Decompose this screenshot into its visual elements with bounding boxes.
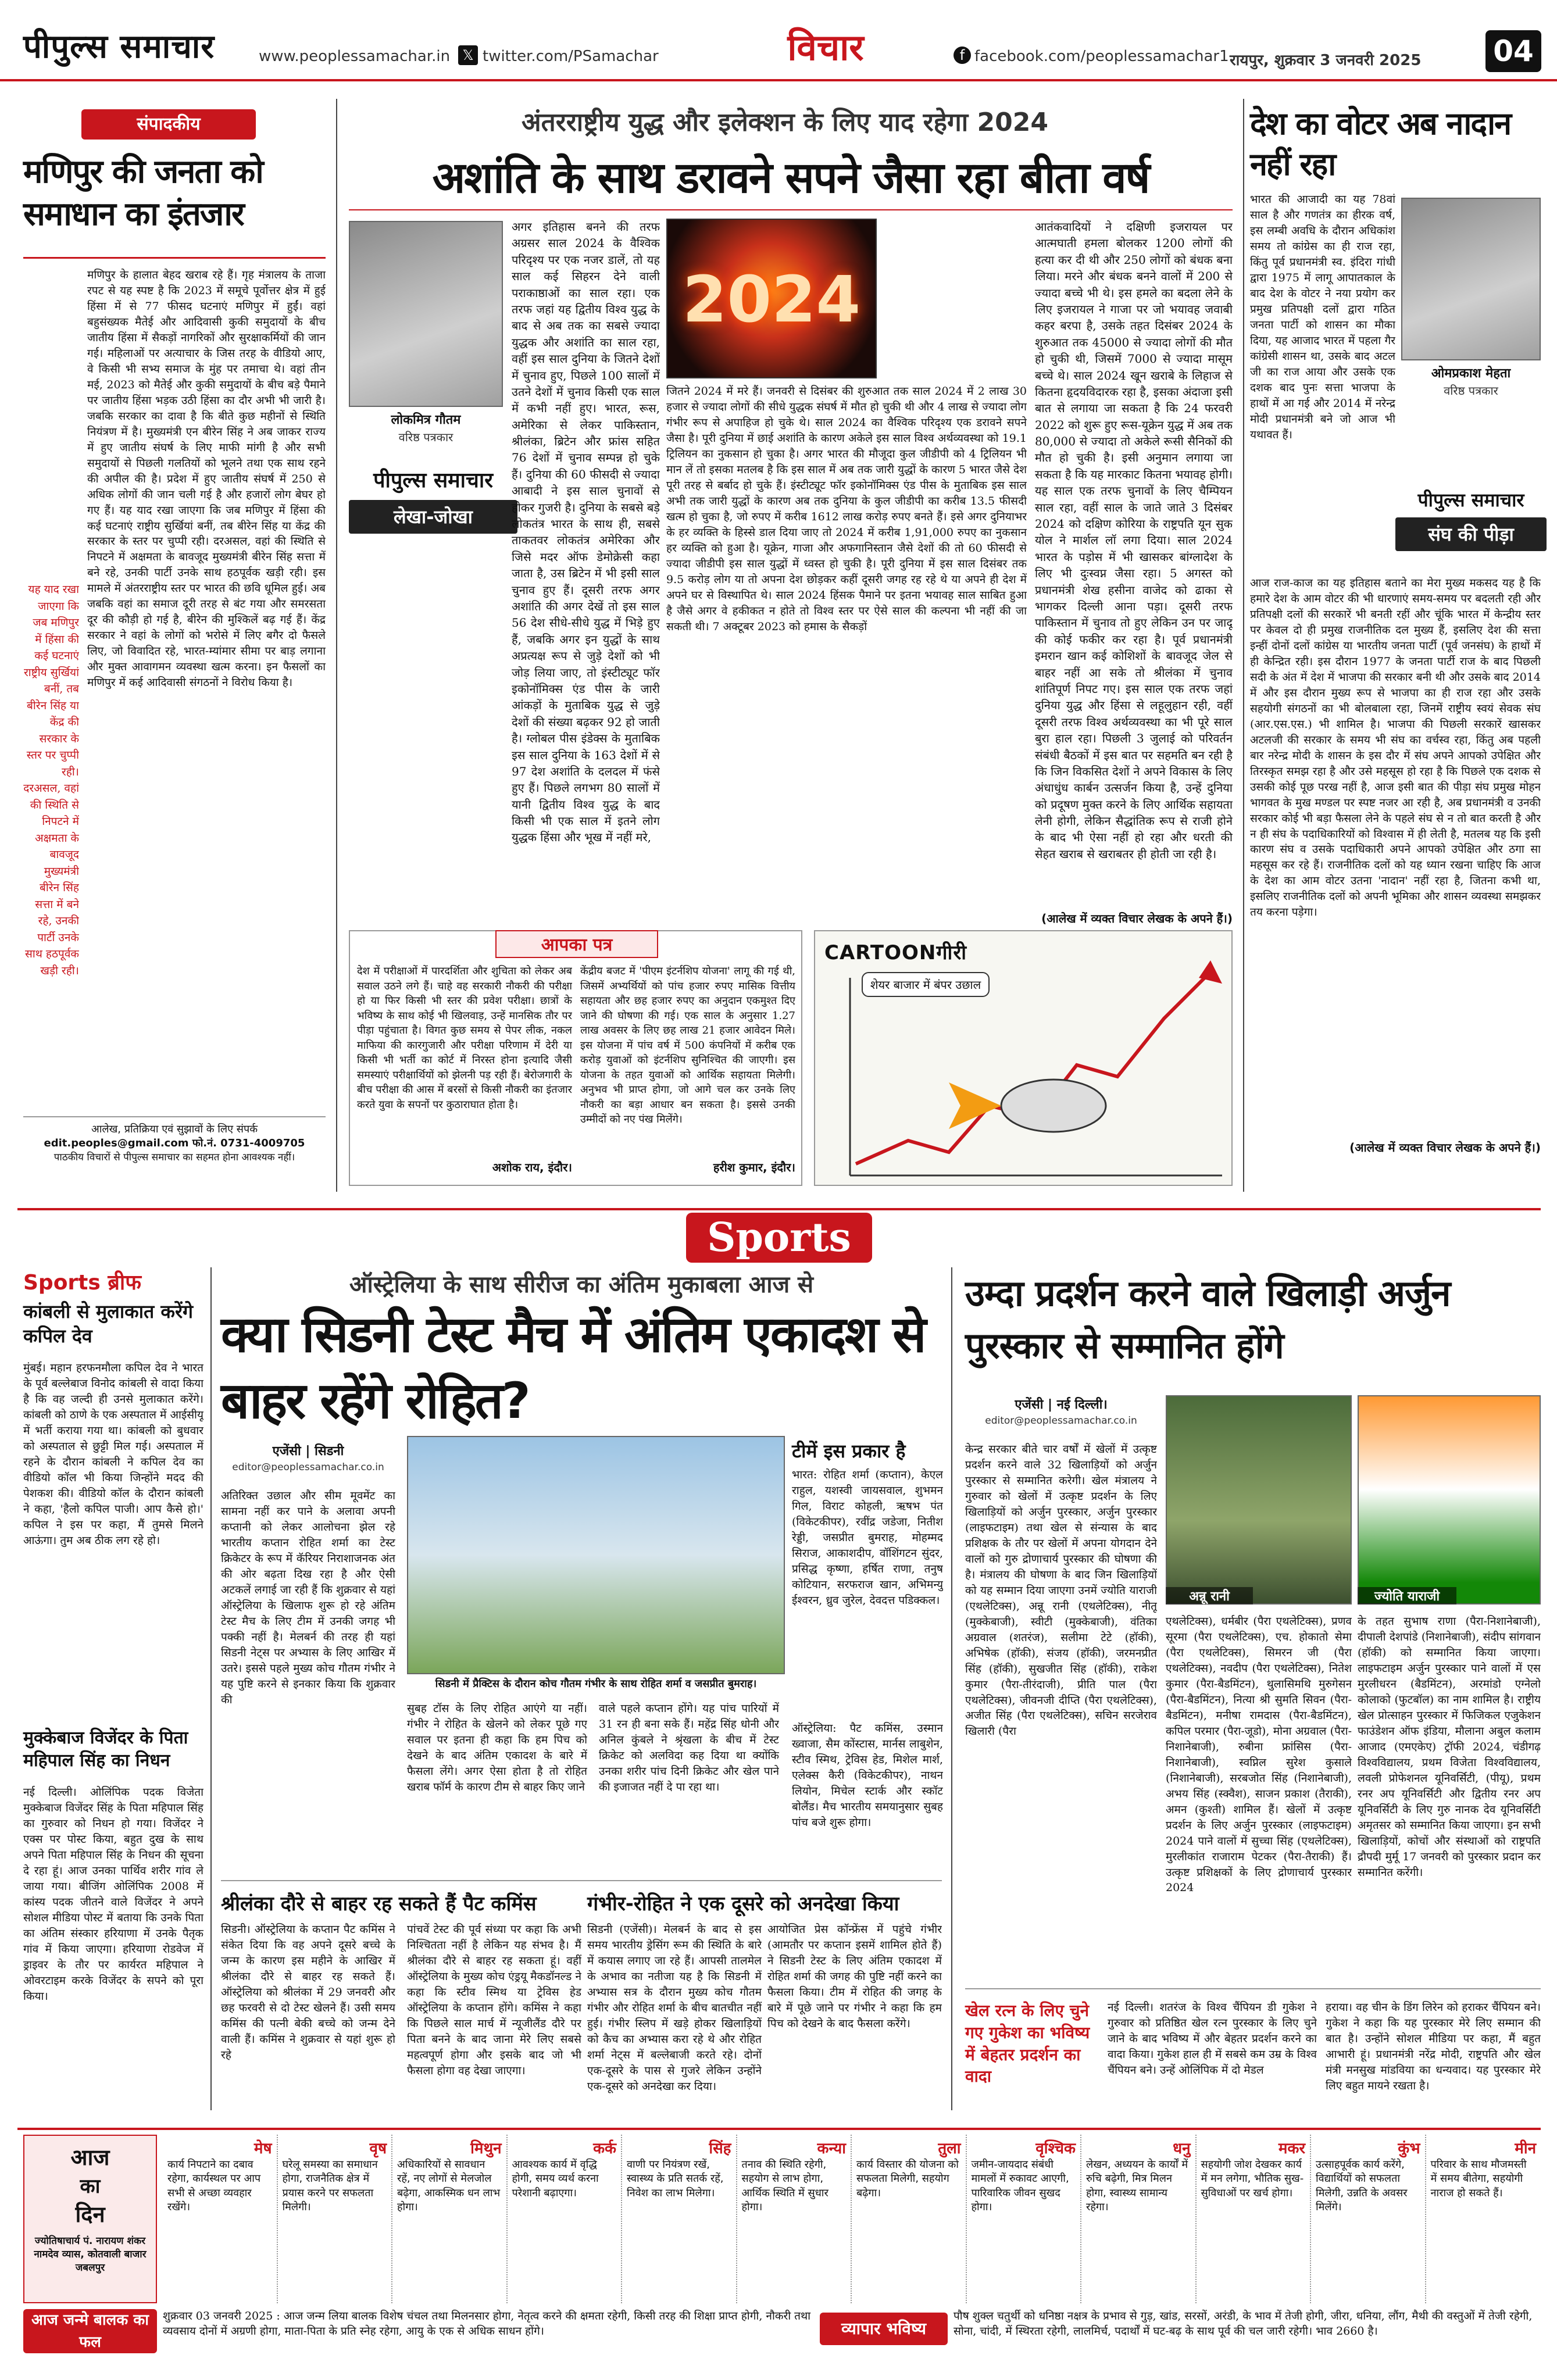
editorial: [23, 93, 326, 1198]
horoscope-title-2: का: [80, 2175, 101, 2198]
main-col1: अगर इतिहास बनने की तरफ अग्रसर साल 2024 के वैश्विक परिदृश्य पर एक नजर डालें, तो यह साल कई सिहरन देने वाली पराकाष्ठाओं का साल रहा। एक तरफ जहां यह द्वितीय विश्व युद्ध के बाद से अब तक का सबसे ज्यादा युद्धक और अशांति का साल रहा, वहीं इस साल दुनिया के जितने देशों में चुनाव हुए, पिछले 100 सालों में उतने देशों में चुनाव किसी एक साल में कभी नहीं हुए। भारत, रूस, अमेरिका से लेकर पाकिस्तान, श्रीलंका, ब्रिटेन और फ्रांस सहित 76 देशों में चुनाव सम्पन्न हो चुके हैं। दुनिया की 60 फीसदी से ज्यादा आबादी ने इस साल चुनावों से होकर गुजरी है। दुनिया के सबसे बड़े लोकतंत्र भारत के साथ ही, सबसे ताकतवर लोकतंत्र अमेरिका और जिसे मदर ऑफ डेमोक्रेसी कहा जाता है, उस ब्रिटेन में भी इसी साल चुनाव हुए हैं। दूसरी तरफ अगर अशांति की अगर देखें तो इस साल 56 देश सीधे-सीधे युद्ध में भिड़े हुए हैं, जबकि अगर इन युद्धों के साथ अप्रत्यक्ष रूप से जुड़े देशों को भी जोड़ लिया जाए, तो इंस्टीट्यूट फॉर इकोनॉमिक्स एंड पीस के जारी आंकड़ों के मुताबिक युद्ध से जुड़े देशों की संख्या बढ़कर 92 हो जाती है। ग्लोबल पीस इंडेक्स के मुताबिक इस साल दुनिया के 163 देशों में से 97 देश अशांति के दलदल में फंसे हुए हैं। पिछले लगभग 80 सालों में यानी द्वितीय विश्व युद्ध के बाद किसी भी एक साल में इतने लोग युद्धक हिंसा और भूख में नहीं मरे,: [512, 220, 660, 845]
rashi-capricorn: मकर सहयोगी जोश देखकर कार्य में मन लगेगा, भौतिक सुख-सुविधाओं पर खर्च होगा।: [1197, 2135, 1312, 2303]
second-author-role: वरिष्ठ पत्रकार: [1444, 384, 1498, 398]
rashi-sagittarius: धनु लेखन, अध्ययन के कार्यों में रुचि बढ़ेगी, मित्र मिलन होगा, स्वास्थ्य सामान्य रहेगा।: [1081, 2135, 1197, 2303]
cricket-col-1: अतिरिक्त उछाल और सीम मूवमेंट का सामना नहीं कर पाने के अलावा अपनी कप्तानी को लेकर आलोचना झेल रहे भारतीय कप्तान रोहित शर्मा का टेस्ट क्रिकेटर के रूप में कॅरियर निराशाजनक अंत की ओर बढ़ता दिख रहा है और ऐसी अटकलें लगाई जा रही हैं कि शुक्रवार से यहां ऑस्ट्रेलिया के खिलाफ शुरू हो रहे अंतिम टेस्ट मैच के लिए टीम में उनकी जगह भी पक्की नहीं है। मेलबर्न की तरह ही यहां सिडनी नेट्स पर अभ्यास के लिए आखिर में उतरे। इससे पहले मुख्य कोच गौतम गंभीर ने यह पुष्टि करने से इनकार किया कि शुक्रवार की: [221, 1489, 395, 1706]
sports-band: Sports: [686, 1213, 872, 1263]
column-rule: [951, 1267, 952, 2110]
cummins-body-2: पांचवें टेस्ट की पूर्व संध्या पर कहा कि अभी निश्चितता नहीं है लेकिन यह संभव है। मैं श्रीलंका दौरे से बाहर रह सकता हूं। वहीं ऑस्ट्रेलिया के मुख्य कोच एंड्रयू मैकडॉनल्ड ने कहा कि स्टीव स्मिथ या ट्रेविस हेड ऑस्ट्रेलिया के कप्तान होंगे। कमिंस ने कहा कि पिछले साल मार्च में न्यूजीलैंड दौरे पर पिता बनने के बाद जाना मेरे लिए सबसे महत्वपूर्ण होगा और इसके बाद जो भी फैसला होगा वह देखा जाएगा।: [407, 1923, 581, 2077]
brief-1-headline: कांबली से मुलाकात करेंगे कपिल देव: [23, 1300, 194, 1347]
main-col2: जितने 2024 में मरे हैं। जनवरी से दिसंबर की शुरुआत तक साल 2024 में 2 लाख 30 हजार से ज्यादा लोगों की सीधे युद्धक संघर्ष में मौत हो चुकी थी और 4 लाख से ज्यादा लोग गंभीर रूप से अपाहिज हो चुके थे। साल 2024 का वैश्विक परिदृश्य एक डरावने सपने जैसा है। पूरी दुनिया में छाई अशांति के कारण अकेले इस साल विश्व अर्थव्यवस्था को 19.1 ट्रिलियन का नुकसान हो चुका है। अगर भारत की मौजूदा कुल जीडीपी को 4 ट्रिलियन भी मान लें तो इसका मतलब है कि इस साल में अब तक जारी युद्धों के कारण 5 भारत जैसे देश पूरी तरह से बर्बाद हो चुके हैं। इंस्टीट्यूट फॉर इकोनॉमिक्स एंड पीस के मुताबिक इस साल अभी तक जारी युद्धों के कारण अब तक दुनिया के कुल जीडीपी का करीब 13.5 फीसदी खत्म हो चुका है, जो रुपए में करीब 1612 लाख करोड़ रुपए बनते हैं। इसे अगर दुनियाभर के हर व्यक्ति के हिस्से डाल दिया जाए तो 2024 में करीब 1,91,000 रुपए का नुकसान हर व्यक्ति को हुआ है। यूक्रेन, गाजा और अफगानिस्तान जैसे देशों की तो 60 फीसदी से ज्यादा जीडीपी इस साल युद्धों में ध्वस्त हो चुकी है। पूरी दुनिया में इस साल दिसंबर तक 9.5 करोड़ लोग या तो अपना देश छोड़कर कहीं दूसरी जगह रह रहे थे या अपने ही देश में अपने घर से विस्थापित थे। साल 2024 हिंसक पैमाने पर इतना भयावह साल साबित हुआ है जैसे अगर वे हकीकत न होते तो विश्व स्तर पर ऐसे साल की कल्पना भी नहीं की जा सकती थी। 7 अक्टूबर 2023 को हमास के सैकड़ों: [666, 385, 1027, 633]
athlete-photo-1: [1166, 1395, 1352, 1604]
author-role: वरिष्ठ पत्रकार: [398, 430, 453, 444]
trade-label: व्यापार भविष्य: [820, 2313, 948, 2345]
author-photo: [349, 221, 503, 407]
letter-1: देश में परीक्षाओं में पारदर्शिता और शुचिता को लेकर अब सवाल उठने लगे हैं। चाहे वह सरकारी नौकरी की परीक्षा हो या फिर किसी भी स्तर की प्रवेश परीक्षा। छात्रों के भविष्य के साथ कोई भी खिलवाड़, उन्हें मानसिक तौर पर पीड़ा पहुंचाता है। विगत कुछ समय से पेपर लीक, नकल माफिया की कारगुजारी और परीक्षा परिणाम में देरी या किसी भी भर्ती का कोर्ट में निरस्त होना इत्यादि जैसी समस्याएं परीक्षार्थियों को झेलनी पड़ रही हैं। बेरोजगारी के बीच परीक्षा की आस में बरसों से किसी नौकरी का इंतजार करते युवा के सपनों पर कुठाराघात होता है।: [357, 965, 572, 1111]
horoscope-title-box: [23, 2135, 157, 2303]
second-brand-logo: पीपुल्स समाचार: [1417, 489, 1524, 511]
gukesh-body-1: नई दिल्ली। शतरंज के विश्व चैंपियन डी गुकेश ने गुरुवार को प्रतिष्ठित खेल रत्न पुरस्कार के लिए चुने जाने के बाद भविष्य में और बेहतर प्रदर्शन करने का वादा किया। गुकेश हाल ही में सबसे कम उम्र के विश्व चैंपियन बने। उन्हें ओलिंपिक में दो मेडल: [1108, 2001, 1317, 2077]
divider: [349, 209, 1233, 210]
astrologer: ज्योतिषाचार्य पं. नारायण शंकर नामदेव व्यास, कोतवाली बाजार जबलपुर: [34, 2235, 147, 2274]
main-kicker: अंतरराष्ट्रीय युद्ध और इलेक्शन के लिए याद रहेगा 2024: [522, 108, 1048, 137]
award-col-1: केन्द्र सरकार बीते चार वर्षों में खेलों में उत्कृष्ट प्रदर्शन करने वाले 32 खिलाड़ियों को अर्जुन पुरस्कार से सम्मानित करेगी। खेल मंत्रालय ने गुरुवार को खेलों में उत्कृष्ट प्रदर्शन के लिए खिलाड़ियों को अर्जुन पुरस्कार, अर्जुन पुरस्कार (लाइफटाइम) तथा खेल से संन्यास के बाद प्रशिक्षक के तौर पर खेलों में अपना योगदान देने वालों को गुरु द्रोणाचार्य पुरस्कार की घोषणा की है। मंत्रालय की घोषणा के बाद जिन खिलाड़ियों को यह सम्मान दिया जाएगा उनमें ज्योति याराजी (एथलेटिक्स), अन्नू रानी (एथलेटिक्स), नीतू (मुक्केबाजी), स्वीटी (मुक्केबाजी), वंतिका अग्रवाल (शतरंज), सलीमा टेटे (हॉकी), अभिषेक (हॉकी), संजय (हॉकी), जरमनप्रीत सिंह (हॉकी), सुखजीत सिंह (हॉकी), राकेश कुमार (पैरा-तीरंदाजी), प्रीति पाल (पैरा एथलेटिक्स), जीवनजी दीप्ति (पैरा एथलेटिक्स), अजीत सिंह (पैरा एथलेटिक्स), सचिन सरजेराव खिलारी (पैरा: [965, 1443, 1157, 1738]
brief-2-body: नई दिल्ली। ओलिंपिक पदक विजेता मुक्केबाज विजेंदर सिंह के पिता महिपाल सिंह का गुरुवार को निधन हो गया। विजेंदर ने एक्स पर पोस्ट किया, बहुत दुख के साथ अपने पिता महिपाल सिंह के निधन की सूचना दे रहा हूं। आज उनका पार्थिव शरीर गांव ले जाया गया। बीजिंग ओलिंपिक 2008 में कांस्य पदक जीतने वाले विजेंदर ने अपने सोशल मीडिया पोस्ट में बताया कि उनके पिता का अंतिम संस्कार हरियाणा में उनके पैतृक गांव में किया जाएगा। हरियाणा रोडवेज में ड्राइवर के तौर पर कार्यरत महिपाल ने ओवरटाइम करके विजेंदर के सपने को पूरा किया।: [23, 1786, 203, 2003]
dateline: रायपुर, शुक्रवार 3 जनवरी 2025: [1230, 52, 1422, 69]
twitter-icon: 𝕏: [458, 45, 478, 65]
masthead-logo: पीपुल्स समाचार: [23, 28, 215, 66]
bull-figure: [1001, 1080, 1106, 1132]
cricket-headline: क्या सिडनी टेस्ट मैच में अंतिम एकादश से बाहर रहेंगे रोहित?: [221, 1306, 925, 1430]
rashi-pisces: मीन परिवार के साथ मौजमस्ती में समय बीतेगा, सहयोगी नाराज हो सकते हैं।: [1430, 2140, 1536, 2199]
second-note: (आलेख में व्यक्त विचार लेखक के अपने हैं।): [1349, 1141, 1541, 1155]
letters: [349, 930, 802, 1186]
rashi-leo: सिंह वाणी पर नियंत्रण रखें, स्वास्थ्य के प्रति सतर्क रहें, निवेश का लाभ मिलेगा।: [622, 2135, 737, 2303]
second-headline: देश का वोटर अब नादान नहीं रहा: [1250, 105, 1511, 183]
footer-line: आलेख, प्रतिक्रिया एवं सुझावों के लिए संपर्क: [91, 1123, 258, 1135]
award-col-2: एथलेटिक्स), धर्मबीर (पैरा एथलेटिक्स), प्रणव सूरमा (पैरा एथलेटिक्स), एच. होकातो सेमा (पैरा एथलेटिक्स), सिमरन जी (पैरा एथलेटिक्स), नवदीप (पैरा एथलेटिक्स), नितेश कुमार (पैरा-बैडमिंटन), थुलासिमथि मुरुगेसन (पैरा-बैडमिंटन), नित्या श्री सुमति सिवन (पैरा-बैडमिंटन), मनीषा रामदास (पैरा-बैडमिंटन), कपिल परमार (पैरा-जूडो), मोना अग्रवाल (पैरा-निशानेबाजी), रुबीना फ्रांसिस (पैरा-निशानेबाजी), स्वप्निल सुरेश कुसाले (निशानेबाजी), सरबजोत सिंह (निशानेबाजी), अभय सिंह (स्क्वैश), साजन प्रकाश (तैराकी), अमन (कुश्ती) शामिल हैं। खेलों में उत्कृष्ट प्रदर्शन के लिए अर्जुन पुरस्कार (लाइफटाइम) 2024 पाने वालों में सुच्चा सिंह (एथलेटिक्स), मुरलीकांत राजाराम पेटकर (पैरा-तैराकी) हैं। उत्कृष्ट प्रशिक्षकों के लिए द्रोणाचार्य पुरस्कार 2024: [1166, 1615, 1352, 1895]
website-link[interactable]: www.peoplessamachar.in: [259, 48, 451, 65]
second-author-photo: [1401, 198, 1541, 360]
teams-headline: टीमें इस प्रकार है: [792, 1440, 906, 1462]
editorial-footer: [23, 1116, 326, 1163]
athlete-photo-2-caption: ज्योति याराजी: [1358, 1587, 1456, 1604]
award-email[interactable]: editor@peoplessamachar.co.in: [985, 1415, 1137, 1427]
subhead-cummins: श्रीलंका दौरे से बाहर रह सकते हैं पैट कमिंस: [221, 1892, 537, 1916]
rashi-libra: तुला कार्य विस्तार की योजना को सफलता मिलेगी, सहयोग बढ़ेगा।: [852, 2135, 967, 2303]
rashi-aries: मेष कार्य निपटाने का दबाव रहेगा, कार्यस्थल पर आप सभी से अच्छा व्यवहार रखेंगे।: [163, 2135, 278, 2303]
cricket-col-2: सुबह टॉस के लिए रोहित आएंगे या नहीं। गंभीर ने रोहित के खेलने को लेकर पूछे गए सवाल पर इतना ही कहा कि हम पिच को देखने के बाद अंतिम एकादश के बारे में फैसला लेंगे। अगर ऐसा होता है तो रोहित खराब फॉर्म के कारण टीम से बाहर किए जाने: [407, 1702, 587, 1793]
rashi-aquarius: कुंभ उत्साहपूर्वक कार्य करेंगे, विद्यार्थियों को सफलता मिलेगी, उन्नति के अवसर मिलेंगे।: [1311, 2135, 1426, 2303]
teams-india: भारत: रोहित शर्मा (कप्तान), केएल राहुल, यशस्वी जायसवाल, शुभमन गिल, विराट कोहली, ऋषभ पंत (विकेटकीपर), रवींद्र जडेजा, नितीश रेड्डी, जसप्रीत बुमराह, मोहम्मद सिराज, आकाशदीप, वॉशिंगटन सुंदर, प्रसिद्ध कृष्णा, हर्षित राणा, तनुष कोटियान, सरफराज खान, अभिमन्यु ईश्वरन, ध्रुव जुरेल, देवदत्त पडिक्कल।: [792, 1468, 943, 1607]
rashi-cancer: कर्क आवश्यक कार्य में वृद्धि होगी, समय व्यर्थ करना परेशानी बढ़ाएगा।: [508, 2135, 623, 2303]
cricket-email[interactable]: editor@peoplessamachar.co.in: [232, 1461, 384, 1473]
athlete-photo-1-caption: अन्नू रानी: [1166, 1587, 1253, 1604]
footer-email[interactable]: edit.peoples@gmail.com फो.नं. 0731-4009705: [44, 1137, 305, 1149]
column-label: लेखा-जोखा: [349, 500, 517, 534]
gukesh-body-2: हराया। वह चीन के डिंग लिरेन को हराकर चैंपियन बने। गुकेश ने कहा कि यह पुरस्कार मेरे लिए सम्मान की बात है। उन्होंने सोशल मीडिया पर कहा, मैं बहुत आभारी हूं। प्रधानमंत्री नरेंद्र मोदी, राष्ट्रपति और खेल मंत्री मनसुख मांडविया का धन्यवाद। यह पुरस्कार मेरे लिए बहुत मायने रखता है।: [1326, 2001, 1541, 2092]
cricket-photo: [407, 1436, 785, 1674]
column-rule: [336, 99, 337, 1192]
main-col3: आतंकवादियों ने दक्षिणी इजरायल पर आत्मघाती हमला बोलकर 1200 लोगों की हत्या कर दी थी और 250 लोगों को बंधक बना लिया। मरने और बंधक बनने वालों में 200 से ज्यादा बच्चे भी थे। इस हमले का बदला लेने के लिए इजरायल ने गाजा पर जो भयावह जवाबी कहर बरपा है, उसके तहत दिसंबर 2024 के शुरुआत तक 45000 से ज्यादा लोगों की मौत हो चुकी थी, जिसमें 7000 से ज्यादा मासूम बच्चे थे। साल 2024 खून खराबे के लिहाज से कितना हृदयविदारक रहा है, इसका अंदाजा इसी बात से लगाया जा सकता है कि 24 फरवरी 2022 को शुरू हुए रूस-यूक्रेन युद्ध में अब तक 80,000 से ज्यादा तो अकेले रूसी सैनिकों की मौत हो चुकी है। इसी अनुमान लगाया जा सकता है कि यह मारकाट कितना भयावह होगी। यह साल एक तरफ चुनावों के लिए चैम्पियन साल रहा, वहीं साल के जाते जाते 3 दिसंबर 2024 को दक्षिण कोरिया के राष्ट्रपति यून सुक योल ने मार्शल लॉ लगा दिया। साल 2024 भारत के पड़ोस में भी खासकर बांग्लादेश के लिए भी दुःस्वप्न जैसा रहा। 5 अगस्त को प्रधानमंत्री शेख हसीना वाजेद को ढाका से भागकर दिल्ली आना पड़ा। दूसरी तरफ पाकिस्तान में चुनाव तो हुए लेकिन उन पर जादू की कोई फकीर कर रहा है। पूर्व प्रधानमंत्री इमरान खान कई कोशिशों के बावजूद जेल से बाहर नहीं आ सके तो श्रीलंका में चुनाव शांतिपूर्ण निपट गए। इस साल एक तरफ जहां दुनिया युद्ध और हिंसा से लहूलुहान रही, वहीं दूसरी तरफ विश्व अर्थव्यवस्था का भी पूरे साल बुरा हाल रहा। पिछली 3 जुलाई को परिवर्तन संबंधी बैठकों में इस बात पर सहमति बन रही है कि जिन विकसित देशों ने अपने विकास के लिए अंधाधुंध कार्बन उत्सर्जन किया है, उन्हें दुनिया को प्रदूषण मुक्त करने के लिए आर्थिक सहायता लेनी होगी, लेकिन सैद्धांतिक रूप से राजी होने के बाद भी ऐसा नहीं हो रहा और धरती की सेहत खराब से खराबतर ही होती जा रही है।: [1035, 220, 1233, 861]
cricket-photo-caption: सिडनी में प्रैक्टिस के दौरान कोच गौतम गंभीर के साथ रोहित शर्मा व जसप्रीत बुमराह।: [435, 1678, 757, 1690]
editorial-body: मणिपुर के हालात बेहद खराब रहे हैं। गृह मंत्रालय के ताजा रपट से यह स्पष्ट है कि 2023 में समूचे पूर्वोत्तर क्षेत्र में हुई हिंसा में से 77 फीसद घटनाएं मणिपुर में हुईं। वहां बहुसंख्यक मैतेई और आदिवासी कुकी समुदायों के बीच जातीय हिंसा में सैकड़ों नागरिकों और सुरक्षाकर्मियों की जान गई। महिलाओं पर अत्याचार के जिस तरह के वीडियो आए, वे किसी भी सभ्य समाज के मुंह पर तमाचा थे। वहां तीन मई, 2023 को मैतेई और कुकी समुदायों के बीच बड़े पैमाने पर जातीय हिंसा भड़क उठी हिंसा का दौर अभी भी जारी है। जबकि सरकार का दावा है कि बीते कुछ महीनों से स्थिति नियंत्रण में है। मुख्यमंत्री एन बीरेन सिंह ने अब जाकर राज्य में हुए जातीय संघर्ष के लिए माफी मांगी है और सभी समुदायों से पिछली गलतियों को भूलने तथा एक साथ रहने की अपील की है। प्रदेश में हुए जातीय संघर्ष में 250 से अधिक लोगों की जान चली गई है और हजारों लोग बेघर हो गए हैं। यह याद रखा जाएगा कि जब मणिपुर में हिंसा की कई घटनाएं राष्ट्रीय सुर्खियां बनीं, तब बीरेन सिंह या केंद्र की सरकार के स्तर पर चुप्पी रही। दरअसल, वहां की स्थिति से निपटने में अक्षमता के बावजूद मुख्यमंत्री बीरेन सिंह सत्ता में बने रहे, उनकी पार्टी उनके साथ हठपूर्वक खड़ी रही। इस मामले में अंतरराष्ट्रीय स्तर पर भारत की छवि धूमिल हुई। अब जबकि वहां का समाज दूरी तरह से बंट गया और समरसता दूर की कौड़ी हो गई है, बीरेन की मुश्किलें बढ़ गई हैं। केंद्र सरकार ने वहां के लोगों को भरोसे में लिए बगैर दो फैसले लिए, जो विवादित रहे, भारत-म्यांमार सीमा पर बाड़ लगाना और मुक्त आवागमन व्यवस्था खत्म करना। इन फैसलों का मणिपुर में कई आदिवासी संगठनों ने विरोध किया है।: [87, 269, 326, 689]
born-label: आज जन्मे बालक का फल: [23, 2309, 157, 2353]
award-headline: उम्दा प्रदर्शन करने वाले खिलाड़ी अर्जुन पुरस्कार से सम्मानित होंगे: [965, 1272, 1451, 1367]
brief-2-headline: मुक्केबाज विजेंदर के पिता महिपाल सिंह का निधन: [23, 1728, 188, 1771]
rashi-grid: [163, 2135, 1541, 2303]
subhead-gambhir: गंभीर-रोहित ने एक दूसरे को अनदेखा किया: [587, 1892, 899, 1916]
second-body-top: भारत की आजादी का यह 78वां साल है और गणतंत्र का हीरक वर्ष, इस लम्बी अवधि के दौरान अधिकांश समय तो कांग्रेस का ही राज रहा, किंतु पूर्व प्रधानमंत्री स्व. इंदिरा गांधी द्वारा 1975 में लागू आपातकाल के बाद देश के वोटर ने नया प्रयोग कर प्रमुख प्रतिपक्षी दलों द्वारा गठित जनता पार्टी को शासन का मौका दिया, यह आजाद भारत में पहला गैर कांग्रेसी शासन था, उसके बाद अटल जी का राज आया और उसके एक दशक बाद पुनः सत्ता भाजपा के हाथों में आ गई और 2014 में नरेन्द्र मोदी प्रधानमंत्री बने जो आज भी यथावत हैं।: [1250, 193, 1395, 441]
divider: [17, 1208, 1541, 1210]
column-rule: [1243, 99, 1244, 1192]
main-note: (आलेख में व्यक्त विचार लेखक के अपने हैं।): [1041, 912, 1233, 925]
letter-2: केंद्रीय बजट में 'पीएम इंटर्नशिप योजना' लागू की गई थी, जिसमें अभ्यर्थियों को पांच हजार रुपए मासिक वित्तीय सहायता और छह हजार रुपए का अनुदान एकमुश्त दिए जाने की घोषणा की गई। एक साल के अनुसार 1.27 लाख अवसर के लिए छह लाख 21 हजार आवेदन मिले। इस योजना में पांच वर्ष में 500 कंपनियों में करीब एक करोड़ युवाओं को इंटर्नशिप सुनिश्चित की जाएगी। इस योजना के तहत युवाओं को आर्थिक सहायता मिलेगी। अनुभव भी प्राप्त होगा, जो आगे चल कर उनके लिए नौकरी का बड़ा आधार बन सकता है। इससे उनकी उम्मीदों को नए पंख मिलेंगे।: [580, 965, 795, 1126]
sports-brief: [23, 1267, 203, 2116]
rising-line: [856, 972, 1210, 1164]
brief-label: Sports ब्रीफ: [23, 1271, 141, 1295]
athlete-photo-2: [1358, 1395, 1541, 1604]
teams-australia: ऑस्ट्रेलिया: पैट कमिंस, उस्मान ख्वाजा, सैम कोंस्टास, मार्नस लाबुशेन, स्टीव स्मिथ, ट्रेविस हेड, मिशेल मार्श, एलेक्स कैरी (विकेटकीपर), नाथन लियोन, मिचेल स्टार्क और स्कॉट बोलैंड। मैच भारतीय समयानुसार सुबह पांच बजे शुरू होगा।: [792, 1722, 943, 1829]
cartoon: [814, 930, 1233, 1186]
section-title: विचार: [787, 26, 864, 69]
second-body: आज राज-काज का यह इतिहास बताने का मेरा मुख्य मकसद यह है कि हमारे देश के आम वोटर की भी धारणाएं समय-समय पर बदलती रही और प्रतिपक्षी दलों की सरकारें भी बनती रहीं और चूंकि भारत में केन्द्रीय स्तर पर केवल दो ही प्रमुख राजनीतिक दल मुख्य हैं, इसलिए देश की सत्ता इन्हीं दोनों दलों कांग्रेस या भारतीय जनता पार्टी (पूर्व जनसंघ) के हाथों में ही केन्द्रित रही। इस दौरान 1977 के जनता पार्टी राज के बाद पिछली सदी के अंत में देश में भाजपा की सरकार बनी थी और उसके बाद 2014 में और इस दौरान मुख्य रूप से भाजपा का ही राज रहा और उसके सहयोगी संगठनों का भी बोलबाला रहा, जिनमें राष्ट्रीय स्वयं सेवक संघ (आर.एस.एस.) भी शामिल है। भाजपा की पिछली सरकारें खासकर अटलजी की सरकार के समय भी संघ का वर्चस्व रहा, किंतु अब पहली बार नरेन्द्र मोदी के शासन के इस दौर में संघ अपने आपको उपेक्षित और तिरस्कृत समझ रहा है और उसे महसूस हो रहा है कि पिछले एक दशक से उसकी कोई पूछ परख नहीं है, आज इसी बात की पीड़ा संघ प्रमुख मोहन भागवत के मुख मण्डल पर स्पष्ट नजर आ रही है, अब प्रधानमंत्री व उनकी सरकार कोई भी बड़ा फैसला लेने के पहले संघ से न तो बात करती है और न ही संघ के पदाधिकारियों को विश्वास में ही लेती है, मतलब यह कि इसी कारण संघ व उसके पदाधिकारी अपने आपको उपेक्षित और ठगा सा महसूस कर रहे हैं। राजनीतिक दलों को यह ध्यान रखना चाहिए कि आज के देश का आम वोटर उतना 'नादान' नहीं रहा है, जितना कभी था, इसलिए राजनीतिक दलों को अपनी भूमिका और शासन व्यवस्था समझकर तय करना पड़ेगा।: [1250, 577, 1541, 919]
brief-1-body: मुंबई। महान हरफनमौला कपिल देव ने भारत के पूर्व बल्लेबाज विनोद कांबली से वादा किया है कि वह जल्दी ही उनसे मुलाकात करेंगे। कांबली को ठाणे के एक अस्पताल में आईसीयू में भर्ती कराया गया था। कांबली को बुधवार को अस्पताल से छुट्टी मिल गई। अस्पताल में रहने के दौरान कांबली ने कपिल देव का वीडियो कॉल भी किया जिन्होंने मदद की पेशकश की। वीडियो कॉल के दौरान कांबली ने कहा, 'हैलो कपिल पाजी। आप कैसे हो।' कपिल ने इस पर कहा, मैं तुमसे मिलने आऊंगा। तुम अब ठीक लग रहे हो।: [23, 1361, 203, 1547]
cartoon-drawing: [815, 931, 1234, 1187]
rashi-taurus: वृष घरेलू समस्या का समाधान होगा, राजनैतिक क्षेत्र में प्रयास करने पर सफलता मिलेगी।: [278, 2135, 393, 2303]
gukesh-headline: खेल रत्न के लिए चुने गए गुकेश का भविष्य में बेहतर प्रदर्शन का वादा: [965, 2001, 1090, 2086]
horoscope: [23, 2135, 1541, 2367]
award-col-3: के तहत सुभाष राणा (पैरा-निशानेबाजी), दीपाली देशपांडे (निशानेबाजी), संदीप सांगवान (हॉकी) को सम्मानित किया जाएगा। लाइफटाइम अर्जुन पुरस्कार पाने वालों में एस मुरलीधरन (बैडमिंटन), अरमांडो एग्नेलो कोलाको (फुटबॉल) का नाम शामिल है। राष्ट्रीय खेल प्रोत्साहन पुरस्कार में फिजिकल एजुकेशन फाउंडेशन ऑफ इंडिया, मौलाना अबुल कलाम आजाद (एमएकेए) ट्रॉफी 2024, चंडीगढ़ विश्वविद्यालय, प्रथम विजेता विश्वविद्यालय, लवली प्रोफेशनल यूनिवर्सिटी, (पीयू), प्रथम रनर अप यूनिवर्सिटी और द्वितीय रनर अप यूनिवर्सिटी के लिए गुरु नानक देव यूनिवर्सिटी अमृतसर को सम्मानित किया जाएगा। इन सभी खिलाड़ियों, कोचों और संस्थाओं को राष्ट्रपति द्रौपदी मुर्मू 17 जनवरी को पुरस्कार प्रदान कर सम्मानित करेंगी।: [1358, 1615, 1541, 1879]
pull-quote: यह याद रखा जाएगा कि जब मणिपुर में हिंसा की कई घटनाएं राष्ट्रीय सुर्खियां बनीं, तब बीरेन सिंह या केंद्र की सरकार के स्तर पर चुप्पी रही। दरअसल, वहां की स्थिति से निपटने में अक्षमता के बावजूद मुख्यमंत्री बीरेन सिंह सत्ता में बने रहे, उनकी पार्टी उनके साथ हठपूर्वक खड़ी रही।: [23, 583, 79, 977]
brand-logo: पीपुल्स समाचार: [373, 469, 493, 492]
born-text: शुक्रवार 03 जनवरी 2025 : आज जन्म लिया बालक विशेष चंचल तथा मिलनसार होगा, नेतृत्व करने की क्षमता रहेगी, किसी तरह की शिक्षा प्राप्त होगी, नौकरी तथा व्यवसाय दोनों में अग्रणी होगा, माता-पिता के प्रति स्नेह रहेगा, आयु के एक से अधिक साधन होंगे।: [163, 2310, 811, 2338]
rashi-scorpio: वृश्चिक जमीन-जायदाद संबंधी मामलों में रुकावट आएगी, पारिवारिक जीवन सुखद होगा।: [967, 2135, 1082, 2303]
rashi-virgo: कन्या तनाव की स्थिति रहेगी, सहयोग से लाभ होगा, आर्थिक स्थिति में सुधार होगा।: [737, 2135, 852, 2303]
masthead: [0, 0, 1557, 81]
author-name: लोकमित्र गौतम: [391, 413, 461, 427]
cummins-body-1: सिडनी। ऑस्ट्रेलिया के कप्तान पैट कमिंस ने संकेत दिया कि वह अपने दूसरे बच्चे के जन्म के कारण इस महीने के आखिर में श्रीलंका दौरे से बाहर रह सकते हैं। ऑस्ट्रेलिया को श्रीलंका में 29 जनवरी और छह फरवरी से दो टेस्ट खेलने हैं। उसी समय कमिंस की पत्नी बेकी बच्चे को जन्म देने वाली हैं। कमिंस ने शुक्रवार से यहां शुरू हो रहे: [221, 1923, 395, 2061]
footer-note: पाठकीय विचारों से पीपुल्स समाचार का सहमत होना आवश्यक नहीं।: [53, 1152, 295, 1163]
page-number: 04: [1485, 30, 1541, 72]
cricket-kicker: ऑस्ट्रेलिया के साथ सीरीज का अंतिम मुकाबला आज से: [349, 1271, 814, 1298]
cricket-byline: एजेंसी | सिडनी: [272, 1444, 344, 1459]
gambhir-body-1: सिडनी (एजेंसी)। मेलबर्न के बाद से इस समय भारतीय ड्रेसिंग रूम की स्थिति के बारे में कयास लगाए जा रहे हैं। आपसी तालमेल के अभाव का नतीजा यह है कि सिडनी में अभ्यास सत्र के दौरान मुख्य कोच गौतम गंभीर और रोहित शर्मा के बीच बातचीत नहीं हुई। गंभीर स्लिप में खड़े होकर खिलाड़ियों को कैच का अभ्यास करा रहे थे और रोहित शर्मा नेट्स में बल्लेबाजी करते रहे। दोनों एक-दूसरे के पास से गुजरे लेकिन उन्होंने एक-दूसरे को अनदेखा कर दिया।: [587, 1923, 762, 2093]
rashi-gemini: मिथुन अधिकारियों से सावधान रहें, नए लोगों से मेलजोल बढ़ेगा, आकस्मिक धन लाभ होगा।: [392, 2135, 508, 2303]
letter-2-sign: हरीश कुमार, इंदौर।: [713, 1160, 795, 1174]
facebook-link[interactable]: facebook.com/peoplessamachar1: [974, 48, 1229, 65]
divider: [17, 2128, 1541, 2130]
cartoon-caption: शेयर बाजार में बंपर उछाल: [862, 972, 990, 997]
horoscope-title-1: आज: [70, 2145, 110, 2170]
divider: [221, 1880, 942, 1881]
year-image: [666, 219, 877, 378]
year-image-text: 2024: [682, 262, 861, 337]
main-headline: अशांति के साथ डरावने सपने जैसा रहा बीता वर्ष: [432, 153, 1149, 203]
twitter-link[interactable]: twitter.com/PSamachar: [483, 48, 659, 65]
divider: [965, 1988, 1541, 1989]
second-author-name: ओमप्रकाश मेहता: [1431, 366, 1511, 381]
cricket-col-3: वाले पहले कप्तान होंगे। यह पांच पारियों में 31 रन ही बना सके हैं। महेंद्र सिंह धोनी और अनिल कुंबले ने श्रृंखला के बीच में टेस्ट क्रिकेट को अलविदा कह दिया था क्योंकि उनका शरीर पांच दिनी क्रिकेट और खेल पाने की इजाजत नहीं दे पा रहा था।: [599, 1702, 779, 1793]
cartoon-title: CARTOONगीरी: [824, 941, 967, 964]
facebook-icon: f: [954, 47, 971, 64]
award-byline: एजेंसी | नई दिल्ली।: [1015, 1398, 1108, 1412]
editorial-headline: मणिपुर की जनता को समाधान का इंतजार: [23, 153, 263, 233]
second-column-label: संघ की पीड़ा: [1395, 517, 1547, 551]
divider: [23, 257, 326, 259]
gambhir-body-2: आयोजित प्रेस कॉन्फ्रेंस में पहुंचे गंभीर (आमतौर पर कप्तान इसमें शामिल होते हैं) ने सिडनी टेस्ट के लिए अंतिम एकादश में रोहित शर्मा की जगह की पुष्टि नहीं करने का फैसला किया। टीम में रोहित की जगह के बारे में पूछे जाने पर गंभीर ने कहा कि हम पिच को देखने के बाद फैसला करेंगे।: [767, 1923, 942, 2030]
horoscope-title-3: दिन: [75, 2202, 105, 2227]
column-rule: [210, 1267, 212, 2110]
editorial-label: संपादकीय: [81, 109, 256, 140]
letters-title: आपका पत्र: [495, 930, 658, 958]
trade-text: पौष शुक्ल चतुर्थी को धनिष्ठा नक्षत्र के प्रभाव से गुड़, खांड, सरसों, अरंडी, के भाव में तेजी होगी, जीरा, धनिया, लौंग, मैथी की वस्तुओं में तेजी रहेगी, सोना, चांदी, में स्थिरता रहेगी, लालमिर्च, पदार्थों में घट-बढ़ के साथ पूर्व की चल जारी रहेगी। भाव 2660 है।: [954, 2310, 1533, 2338]
letter-1-sign: अशोक राय, इंदौर।: [492, 1160, 572, 1174]
